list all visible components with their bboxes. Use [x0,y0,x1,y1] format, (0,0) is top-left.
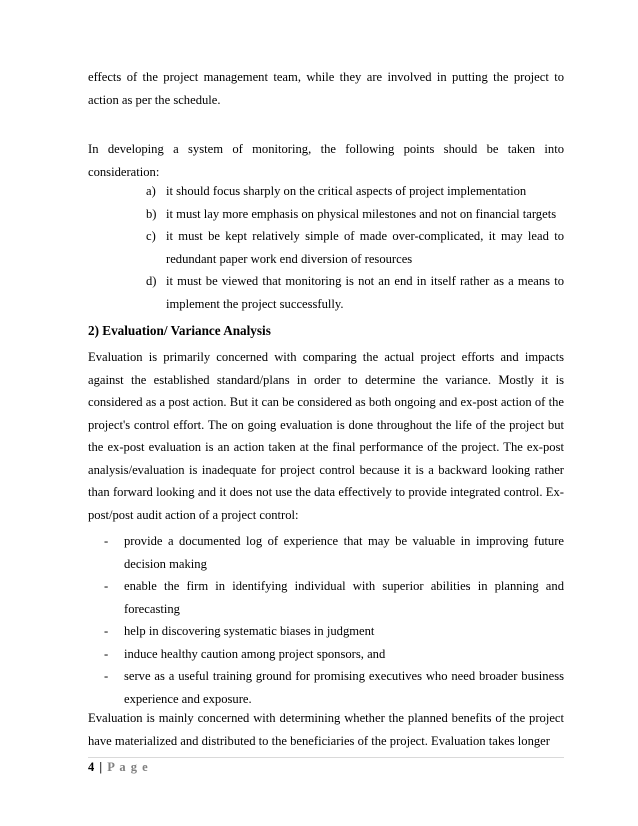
list-item-text: it must be viewed that monitoring is not an end in itself rather as a means to implement the project successfully. [166,274,564,311]
list-marker: - [104,579,109,593]
list-marker: - [104,669,109,683]
list-marker: d) [146,274,157,288]
page-number: 4 [88,760,96,774]
list-marker: - [104,534,109,548]
list-marker: b) [146,206,157,221]
page-label: P a g e [107,760,149,774]
list-item-text: it should focus sharply on the critical aspects of project implementation [166,184,527,198]
section-heading: 2) Evaluation/ Variance Analysis [88,323,271,338]
list-marker: c) [146,229,156,243]
list-marker: - [104,646,109,661]
list-item-text: provide a documented log of experience that may be valuable in improving future decision making [124,534,564,571]
audit-point [0,575,564,620]
footer-separator: | [99,760,104,774]
monitoring-point [0,203,564,226]
footer-divider [88,757,564,758]
intro-paragraph: effects of the project management team, while they are involved in putting the project to action as per the schedule. [88,70,564,107]
page-footer [88,760,149,775]
audit-point [0,620,564,643]
monitoring-lead-paragraph: In developing a system of monitoring, the following points should be taken into consideration: [88,142,564,179]
list-marker: - [104,624,109,638]
list-item-text: serve as a useful training ground for promising executives who need broader business experience and exposure. [124,669,564,706]
monitoring-point [0,180,564,203]
monitoring-point [0,270,564,315]
audit-point [0,643,564,666]
list-item-text: enable the firm in identifying individual with superior abilities in planning and forecasting [124,579,564,616]
list-item-text: induce healthy caution among project sponsors, and [124,646,386,661]
audit-point [0,530,564,575]
list-marker: a) [146,184,156,198]
monitoring-point [0,225,564,270]
list-item-text: it must be kept relatively simple of made over-complicated, it may lead to redundant paper work end diversion of resources [166,229,564,266]
monitoring-points-list [0,180,638,315]
list-item-text: it must lay more emphasis on physical milestones and not on financial targets [166,206,557,221]
audit-points-list [0,530,638,710]
evaluation-paragraph: Evaluation is primarily concerned with comparing the actual project efforts and impacts against the established standard/plans in order to determine the variance. Mostly it is considered as a post action. But it can be considered as both ongoing and ex-post action of the project's control effort. The on going evaluation is done throughout the life of the project but the ex-post evaluation is an action taken at the final performance of the project. The ex-post analysis/evaluation is inadequate for project control because it is a backward looking rather than forward looking and it does not use the data effectively to provide integrated control. Ex-post/post audit action of a project control: [88,350,564,522]
closing-paragraph: Evaluation is mainly concerned with determining whether the planned benefits of the project have materialized and distributed to the beneficiaries of the project. Evaluation takes longer [88,711,564,748]
audit-point [0,665,564,710]
list-item-text: help in discovering systematic biases in judgment [124,624,375,638]
